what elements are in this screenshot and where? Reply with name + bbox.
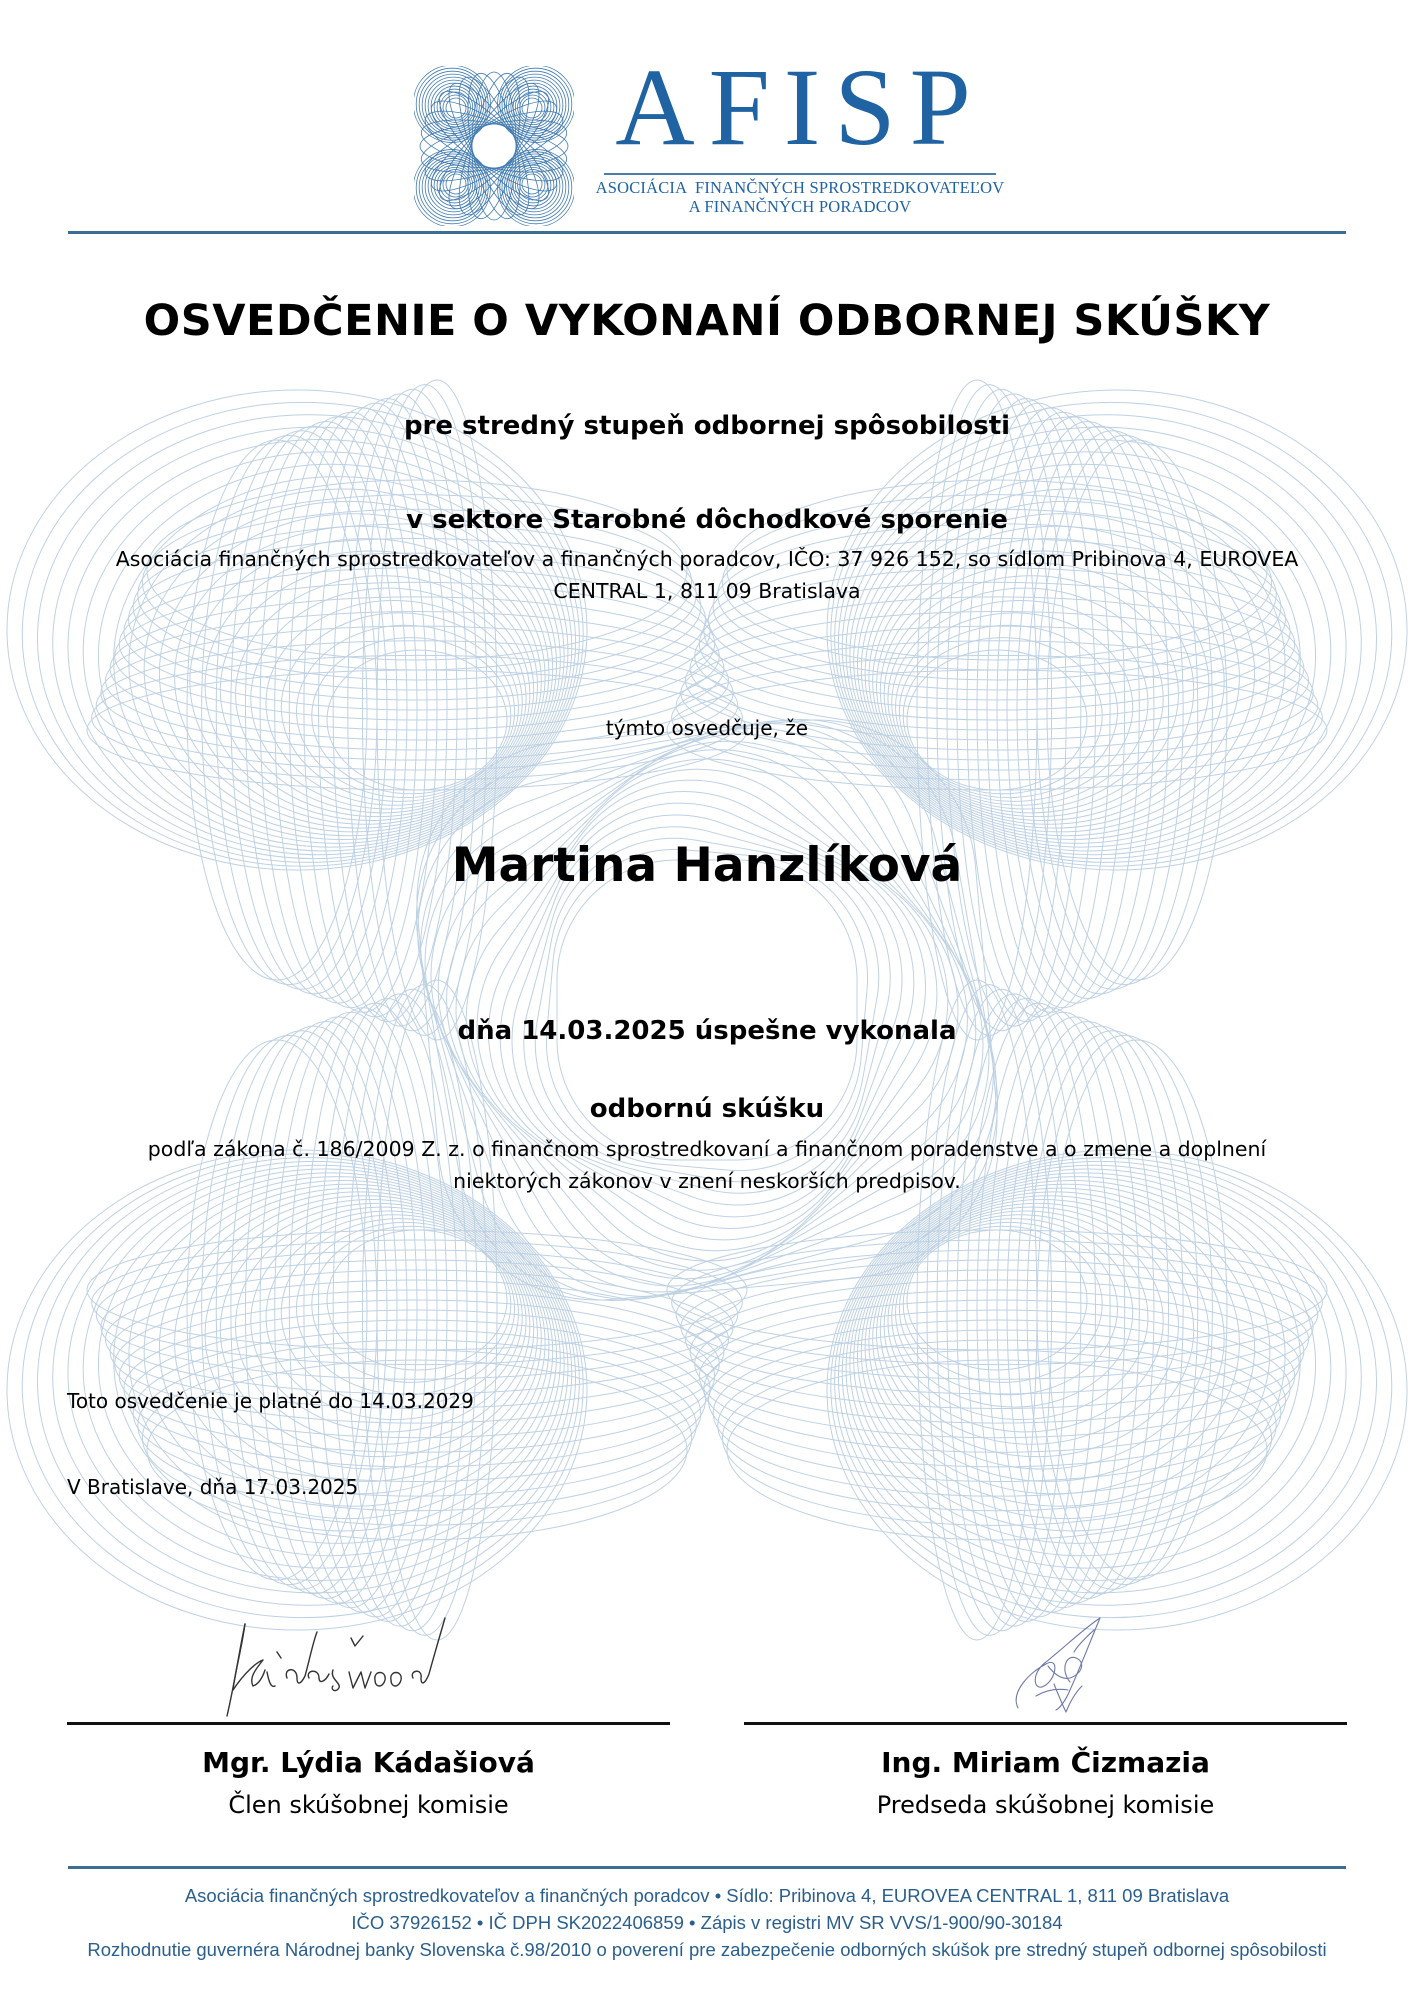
signatory-name-left: Mgr. Lýdia Kádašiová <box>202 1746 535 1779</box>
exam-label: odbornú skúšku <box>589 1094 825 1124</box>
emblem-curve <box>428 80 479 131</box>
signature-line-right <box>744 1722 1347 1725</box>
certificate-title: OSVEDČENIE O VYKONANÍ ODBORNEJ SKÚŠKY <box>143 296 1271 346</box>
footer-divider <box>68 1866 1346 1869</box>
guilloche-curve <box>835 415 1377 863</box>
guilloche-curve <box>409 712 1004 1307</box>
guilloche-curve <box>22 1154 583 1618</box>
guilloche-curve <box>424 727 991 1294</box>
validity-text: Toto osvedčenie je platné do 14.03.2029 <box>67 1389 474 1413</box>
logo-subtitle <box>580 178 1020 216</box>
footer-authorization: Rozhodnutie guvernéra Národnej banky Slovenska č.98/2010 o poverení pre zabezpečenie odborných skúšok pre stredný stupeň odbornej spôsobilosti <box>87 1939 1327 1960</box>
emblem-curve <box>443 172 468 197</box>
emblem-curve <box>428 161 479 212</box>
guilloche-curve <box>37 1158 579 1606</box>
guilloche-curve <box>835 1158 1377 1606</box>
footer-address: Asociácia finančných sprostredkovateľov a finančných poradcov • Sídlo: Pribinova 4, EUROVEA CENTRAL 1, 811 09 Bratislava <box>184 1885 1230 1906</box>
signature-line-left <box>67 1722 670 1725</box>
emblem-curve <box>509 80 560 131</box>
header-divider <box>68 231 1346 234</box>
signature-cizmazia <box>990 1612 1250 1722</box>
emblem-curve <box>509 161 560 212</box>
logo-subtitle-line2: A FINANČNÝCH PORADCOV <box>688 197 912 216</box>
certifies-text: týmto osvedčuje, že <box>605 716 809 740</box>
logo-wordmark: AFISP <box>615 46 985 168</box>
emblem-curve <box>520 95 545 120</box>
guilloche-curve <box>831 402 1392 866</box>
signature-kadasiova <box>205 1612 465 1722</box>
certificate-sector: v sektore Starobné dôchodkové sporenie <box>406 505 1008 535</box>
signatory-role-right: Predseda skúšobnej komisie <box>876 1791 1215 1819</box>
emblem-curve <box>446 174 466 194</box>
holder-name: Martina Hanzlíková <box>451 838 963 893</box>
signatory-role-left: Člen skúšobnej komisie <box>228 1791 509 1819</box>
emblem-curve <box>522 98 542 118</box>
logo-subtitle-line1: ASOCIÁCIA FINANČNÝCH SPROSTREDKOVATEĽOV <box>595 178 1005 197</box>
signatory-name-right: Ing. Miriam Čizmazia <box>881 1746 1210 1779</box>
emblem-curve <box>443 95 468 120</box>
logo-divider <box>604 173 996 175</box>
exam-date-text: dňa 14.03.2025 úspešne vykonala <box>457 1016 957 1046</box>
certificate-level: pre stredný stupeň odbornej spôsobilosti <box>403 411 1011 441</box>
emblem-curve <box>520 172 545 197</box>
guilloche-emblem-icon <box>414 66 574 226</box>
place-date-text: V Bratislave, dňa 17.03.2025 <box>67 1475 359 1499</box>
issuer-details: Asociácia finančných sprostredkovateľov a finančných poradcov, IČO: 37 926 152, so sídlom Pribinova 4, EUROVEA CENTRAL 1, 811 09 Bratislava <box>115 547 1299 603</box>
emblem-curve <box>522 174 542 194</box>
emblem-curve <box>446 98 466 118</box>
footer-registration: IČO 37926152 • IČ DPH SK2022406859 • Zápis v registri MV SR VVS/1-900/90-30184 <box>351 1912 1063 1933</box>
legal-basis: podľa zákona č. 186/2009 Z. z. o finančnom sprostredkovaní a finančnom poradenstve a o zmene a doplnení niektorých zákonov v znení neskorších predpisov. <box>147 1137 1267 1193</box>
guilloche-curve <box>37 415 579 863</box>
